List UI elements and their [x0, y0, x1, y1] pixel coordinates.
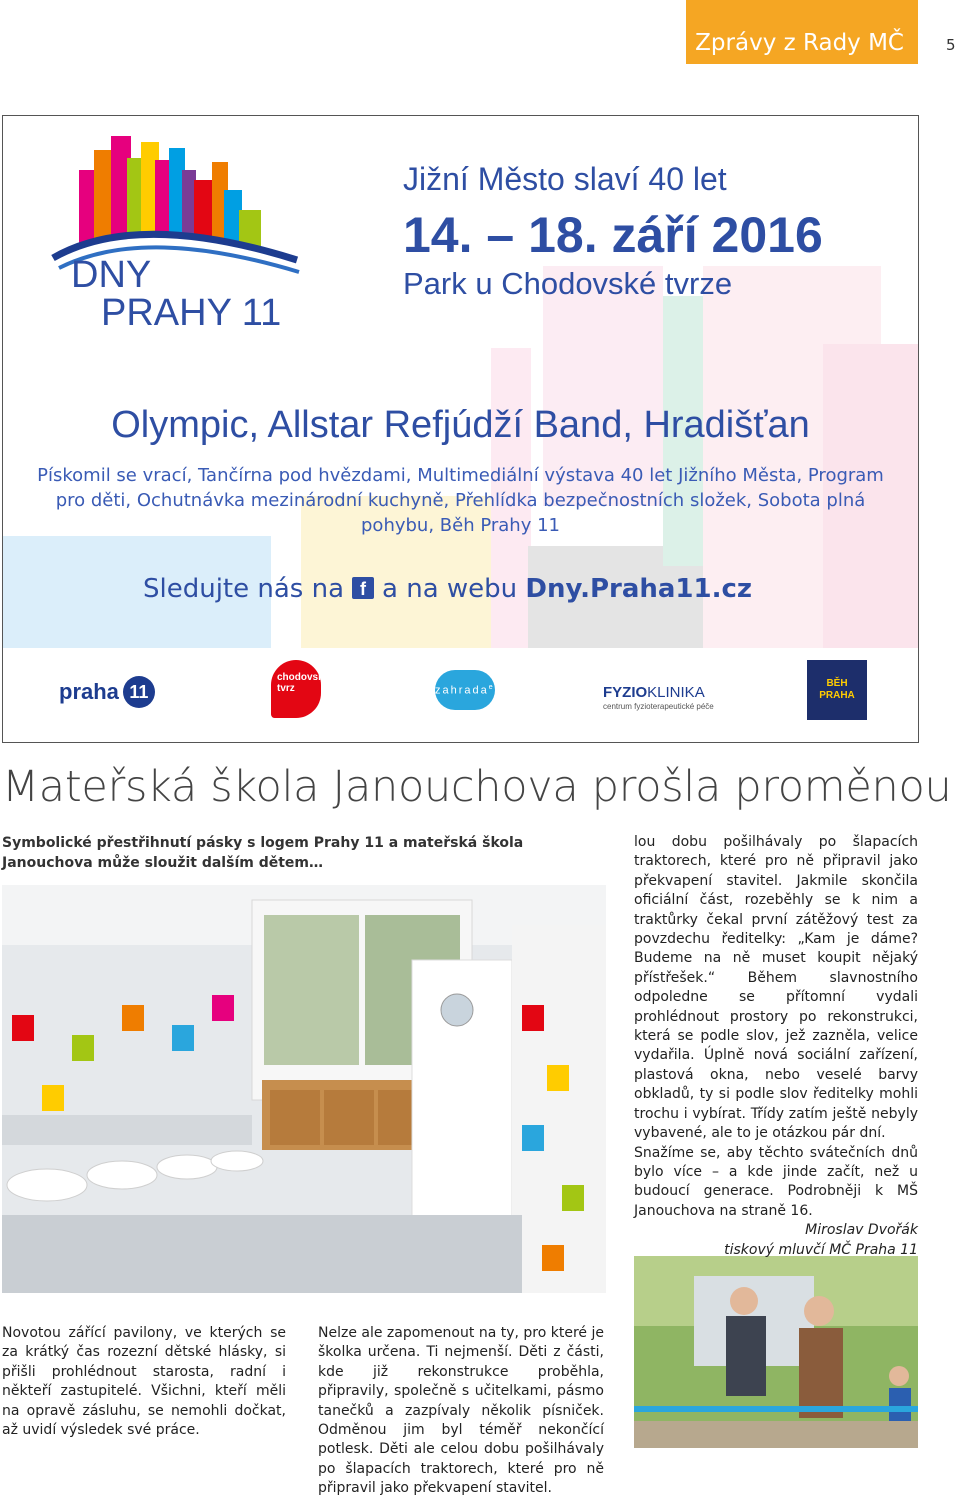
- chodovska-line2: tvrz: [277, 683, 295, 694]
- beh-prahy-logo: [807, 660, 867, 720]
- logo-line-dny: DNY: [71, 254, 152, 296]
- author-role: tiskový mluvčí MČ Praha 11: [724, 1241, 918, 1258]
- beh-line1: BĚH: [826, 678, 848, 689]
- fyzio-subtitle: centrum fyzioterapeutické péče: [603, 702, 714, 711]
- article-column-3: [634, 833, 918, 1260]
- advert-program: Pískomil se vrací, Tančírna pod hvězdami, Multimediální výstava 40 let Jižního Města, Program pro děti, Ochutnávka mezinárodní kuchyně, Přehlídka bezpečnostních složek, Sobota plná pohybu, Běh Prahy 11: [37, 465, 884, 536]
- praha11-logo: [59, 676, 155, 708]
- zahrada-sup: ec: [488, 684, 501, 691]
- article-column-1: [2, 1324, 286, 1440]
- advert-bands: Olympic, Allstar Refjúdží Band, Hradišťan: [111, 404, 810, 446]
- article-col1-text: Novotou zářící pavilony, ve kterých se za krátký čas rozezní dětské hlásky, si přišli prohlédnout starosta, radní i někteří zastupitelé. Všichni, kteří měli na opravě zásluhu, se nemohli dočkat, až uvidí výsledek své práce.: [2, 1325, 286, 1439]
- washroom-photo: [2, 885, 606, 1293]
- logo-line-prahy: PRAHY 11: [101, 292, 282, 334]
- advert-anniversary: Jižní Město slaví 40 let: [403, 161, 727, 197]
- author-name: Miroslav Dvořák: [805, 1222, 918, 1239]
- article-col3-text: lou dobu pošilhávaly po šlapacích traktorech, které pro ně připravil jako překvapení stavitel. Jakmile skončila oficiální část, rozeběhly se k nim a traktůrky čekal první zátěžový test za povzdechu ředitelky: „Kam je dáme? Budeme na ně muset koupit nějaký přístřešek.“ Během slavnostního odpoledne se přítomní vydali prohlédnout prostory po rekonstrukci, která se podle slov, jež zazněla, velice vydařila. Úplně nová sociální zařízení, plastová okna, nebo veselé barvy obkladů, ty si podle slov ředitelky mohli trochu i vybírat. Třídy zatím ještě nebyly vybavené, ale to je otázkou pár dní.: [634, 834, 918, 1142]
- ribbon-cutting-photo: [634, 1256, 918, 1448]
- klinika-text: KLINIKA: [647, 684, 705, 701]
- beh-line2: PRAHA: [819, 690, 855, 701]
- article-col2-text: Nelze ale zapomenout na ty, pro které je školka určena. Ti nejmenší. Děti z části, kde již rekonstrukce proběhla, připravily, společně s učitelkami, pásmo tanečků a zazpívaly několik písniček. Odměnou jim byl téměř nekončící potlesk. Děti ale celou dobu pošilhávaly po šlapacích traktorech, které pro ně připravil jako překvapení stavitel.: [318, 1325, 604, 1497]
- article-col3-closing: Snažíme se, aby těchto svátečních dnů bylo více – a kde jinde začít, než u budoucí generace. Podrobněji k MŠ Janouchova na straně 16.: [634, 1144, 918, 1219]
- chodovska-line1: chodovská: [277, 672, 330, 683]
- advert-venue: Park u Chodovské tvrze: [403, 266, 733, 301]
- page-number: 5: [946, 36, 956, 54]
- zahrada-logo: [435, 670, 501, 710]
- section-title: Zprávy z Rady MČ: [695, 30, 904, 56]
- advert-dates: 14. – 18. září 2016: [403, 207, 823, 263]
- ribbon-cutting-illustration: [634, 1256, 918, 1448]
- event-web-link[interactable]: Dny.Praha11.cz: [525, 574, 753, 604]
- sponsor-logos: [3, 648, 918, 742]
- article-lead: Symbolické přestřihnutí pásky s logem Prahy 11 a mateřská škola Janouchova může sloužit dalším dětem…: [2, 835, 524, 871]
- article-title: Mateřská škola Janouchova prošla proměnou: [2, 762, 952, 812]
- fyzio-text: FYZIO: [603, 684, 648, 701]
- article-column-2: [318, 1324, 604, 1499]
- facebook-icon[interactable]: f: [352, 577, 374, 599]
- event-advert: [2, 115, 919, 743]
- chodovska-tvrz-logo: [271, 660, 330, 718]
- praha11-logo-mark: 11: [123, 676, 155, 708]
- follow-middle: a na webu: [382, 574, 518, 604]
- zahrada-text: zahrada: [435, 684, 489, 697]
- washroom-illustration: [2, 885, 606, 1293]
- section-header: [686, 0, 918, 64]
- advert-follow: [143, 574, 752, 604]
- fyzioklinika-logo: [603, 684, 714, 711]
- follow-prefix: Sledujte nás na: [143, 574, 345, 604]
- praha11-logo-text: praha: [59, 679, 119, 704]
